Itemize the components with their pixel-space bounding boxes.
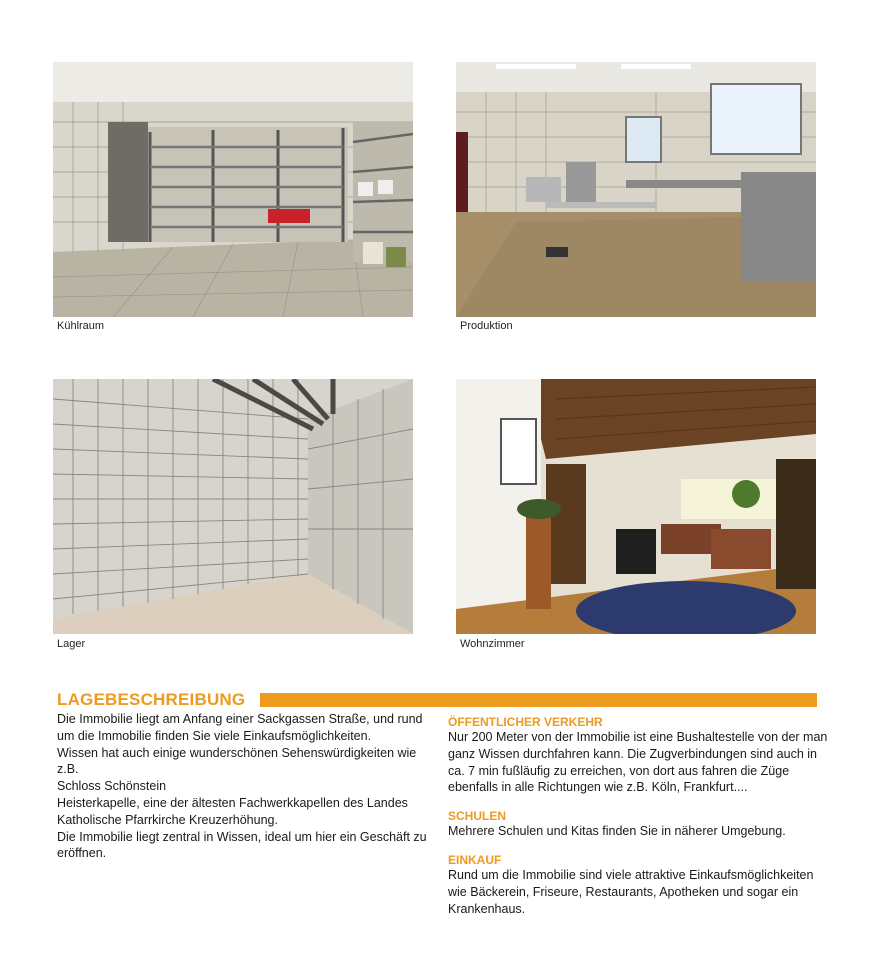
info-block-shopping — [448, 853, 828, 917]
location-description — [57, 711, 437, 862]
info-block-transport — [448, 715, 828, 796]
photo-caption: Lager — [57, 638, 86, 650]
block-text: Nur 200 Meter von der Immobilie ist eine Bushaltestelle von der man ganz Wissen durchfahren kann. Die Zugverbindungen sind auch in ca. 7 min fußläufig zu erreichen, von dort aus fahren die Züge ebenfalls in alle Richtungen wie z.B. Köln, Frankfurt.... — [448, 730, 828, 795]
paragraph: Katholische Pfarrkirche Kreuzerhöhung. — [57, 812, 278, 827]
photo-wohnzimmer — [456, 379, 816, 634]
paragraph: Wissen hat auch einige wunderschönen Sehenswürdigkeiten wie z.B. — [57, 745, 417, 777]
paragraph: Heisterkapelle, eine der ältesten Fachwerkkapellen des Landes — [57, 795, 408, 810]
photo-lager — [53, 379, 413, 634]
paragraph: Schloss Schönstein — [57, 779, 167, 794]
block-title: ÖFFENTLICHER VERKEHR — [448, 715, 603, 729]
block-text: Mehrere Schulen und Kitas finden Sie in näherer Umgebung. — [448, 824, 786, 839]
block-title: EINKAUF — [448, 852, 502, 867]
section-header — [57, 690, 817, 710]
photo-produktion — [456, 62, 816, 317]
photo-caption: Produktion — [460, 320, 513, 332]
photo-kuehlraum — [53, 62, 413, 317]
photo-caption: Kühlraum — [57, 320, 105, 332]
photo-caption: Wohnzimmer — [460, 638, 525, 650]
info-blocks — [448, 715, 828, 930]
info-block-schools — [448, 809, 828, 840]
section-title: LAGEBESCHREIBUNG — [57, 690, 246, 709]
paragraph: Die Immobilie liegt zentral in Wissen, ideal um hier ein Geschäft zu eröffnen. — [57, 829, 427, 861]
paragraph: Die Immobilie liegt am Anfang einer Sackgassen Straße, und rund um die Immobilie finden Sie viele Einkaufsmöglichkeiten. — [57, 712, 423, 743]
block-text: Rund um die Immobilie sind viele attraktive Einkaufsmöglichkeiten wie Bäckerein, Friseure, Restaurants, Apotheken und sogar ein Krankenhaus. — [448, 867, 814, 916]
block-title: SCHULEN — [448, 809, 507, 824]
section-accent-bar — [260, 693, 817, 707]
